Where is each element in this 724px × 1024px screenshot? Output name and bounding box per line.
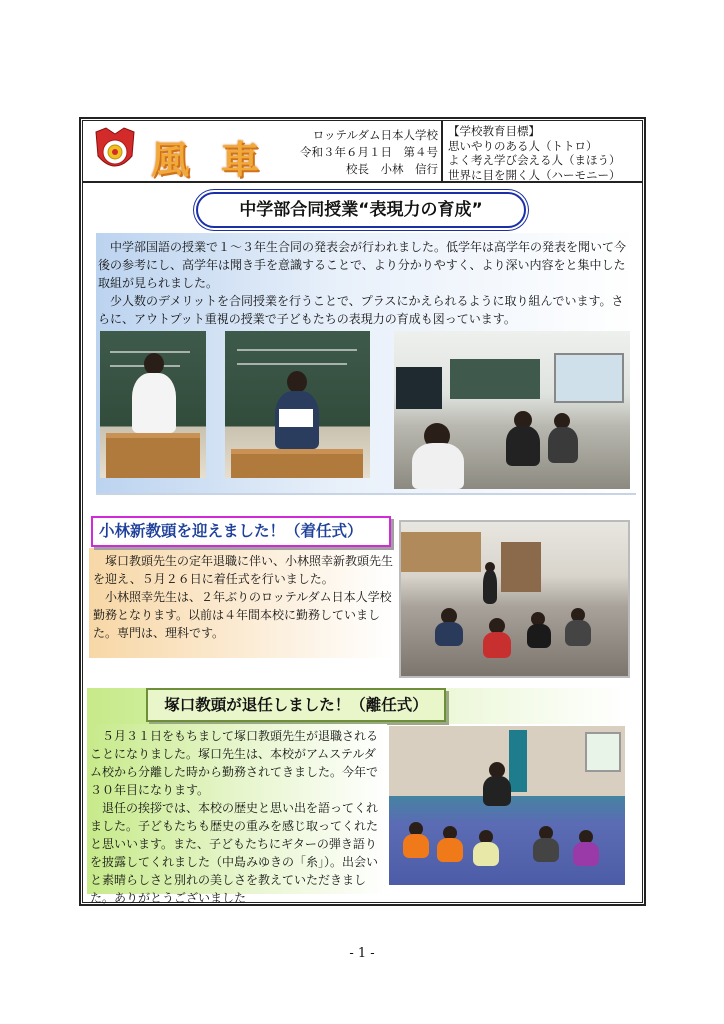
section2-title: 小林新教頭を迎えました！（着任式） (91, 516, 391, 547)
newsletter-header (83, 121, 642, 183)
section3-title: 塚口教頭が退任しました！（離任式） (146, 688, 446, 722)
goal-item: 思いやりのある人（トトロ） (448, 138, 598, 153)
school-info (283, 127, 438, 178)
section2-body (93, 552, 393, 642)
goals-heading: 【学校教育目標】 (448, 124, 540, 138)
photo-farewell-ceremony (389, 726, 625, 885)
page-number: - 1 - (349, 946, 375, 961)
goal-item: 世界に目を開く人（ハーモニー） (448, 167, 621, 182)
section1-title: 中学部合同授業“表現力の育成” (196, 192, 526, 228)
issue-date: 令和３年６月１日 第４号 (300, 145, 438, 159)
photo-student-presenting-1 (100, 331, 206, 478)
section1-paragraph: 中学部国語の授業で１～３年生合同の発表会が行われました。低学年は高学年の発表を聞いて今後の参考にし、高学年は聞き手を意識することで、より分かりやすく、より深い内容をと集中した取組が見られました。 (98, 240, 627, 290)
section2-paragraph: 塚口教頭先生の定年退職に伴い、小林照幸新教頭先生を迎え、５月２６日に着任式を行いました。 (93, 554, 394, 586)
section3-paragraph: 退任の挨拶では、本校の歴史と思い出を語ってくれました。子どもたちも歴史の重みを感じ取ってくれたと思いいます。また、子どもたちにギターの弾き語りを披露してくれました（中島みゆきの「糸」）。出会いと素晴らしさと別れの美しさを教えていただきました。ありがとうございました (90, 801, 379, 905)
school-emblem-icon (92, 126, 138, 176)
section2-paragraph: 小林照幸先生は、２年ぶりのロッテルダム日本人学校勤務となります。以前は４年間本校に勤務していました。専門は、理科です。 (93, 590, 392, 640)
goal-item: よく考え学び会える人（まほう） (448, 153, 621, 167)
school-goals (441, 121, 642, 181)
title-char-guruma: 車 (221, 137, 260, 182)
photo-welcome-ceremony (399, 520, 630, 678)
school-name: ロッテルダム日本人学校 (312, 128, 438, 142)
photo-classroom-discussion (394, 331, 630, 489)
title-char-kaze: 風 (151, 137, 190, 182)
photo-student-presenting-2 (225, 331, 370, 478)
section3-paragraph: ５月３１日をもちまして塚口教頭先生が退職されることになりました。塚口先生は、本校がアムステルダム校から分離した時から勤務されてきました。今年で３０年目になります。 (90, 729, 379, 797)
section3-body (90, 727, 386, 907)
section1-paragraph: 少人数のデメリットを合同授業を行うことで、プラスにかえられるように取り組んでいます。さらに、アウトプット重視の授業で子どもたちの表現力の育成も図っています。 (98, 294, 624, 326)
principal-name: 校長 小林 信行 (346, 162, 438, 176)
section1-body (98, 238, 634, 328)
